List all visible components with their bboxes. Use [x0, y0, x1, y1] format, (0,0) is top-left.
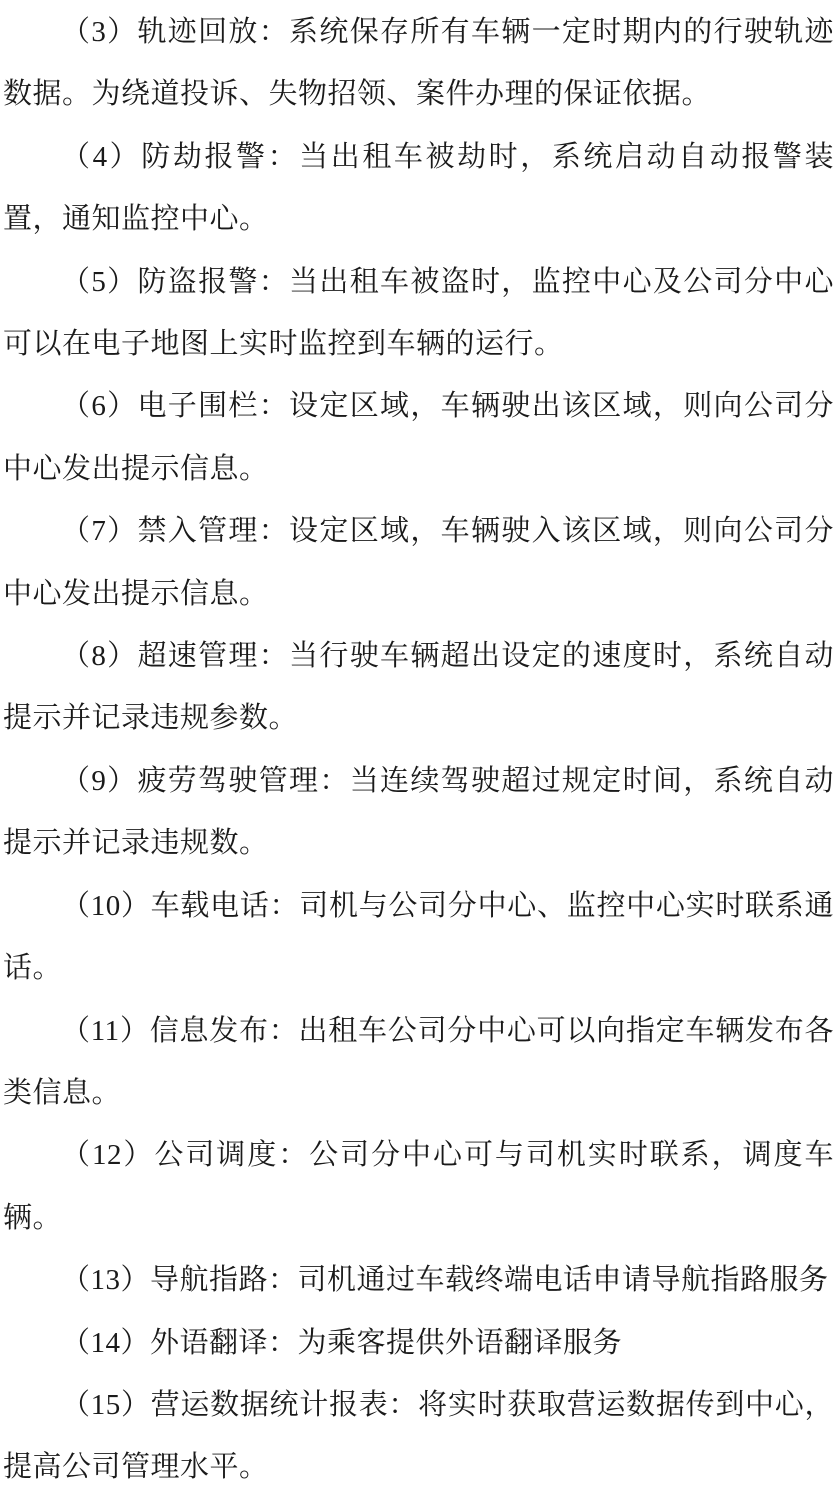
- paragraph-item-3: （3）轨迹回放：系统保存所有车辆一定时期内的行驶轨迹数据。为绕道投诉、失物招领、案件办理的保证依据。: [3, 16, 834, 111]
- paragraph-item-6: （6）电子围栏：设定区域，车辆驶出该区域，则向公司分中心发出提示信息。: [3, 390, 834, 485]
- paragraph-item-15: （15）营运数据统计报表：将实时获取营运数据传到中心，提高公司管理水平。: [3, 1388, 834, 1484]
- paragraph-item-11: （11）信息发布：出租车公司分中心可以向指定车辆发布各类信息。: [3, 1014, 834, 1109]
- paragraph-item-8: （8）超速管理：当行驶车辆超出设定的速度时，系统自动提示并记录违规参数。: [3, 640, 834, 735]
- paragraph-item-13: （13）导航指路：司机通过车载终端电话申请导航指路服务: [61, 1264, 829, 1297]
- paragraph-item-12: （12）公司调度：公司分中心可与司机实时联系，调度车辆。: [3, 1139, 834, 1234]
- paragraph-item-5: （5）防盗报警：当出租车被盗时，监控中心及公司分中心可以在电子地图上实时监控到车辆的运行。: [3, 265, 834, 361]
- paragraph-item-4: （4）防劫报警：当出租车被劫时，系统启动自动报警装置，通知监控中心。: [3, 140, 834, 236]
- paragraph-item-10: （10）车载电话：司机与公司分中心、监控中心实时联系通话。: [3, 889, 834, 985]
- paragraph-item-9: （9）疲劳驾驶管理：当连续驾驶超过规定时间，系统自动提示并记录违规数。: [3, 764, 834, 860]
- paragraph-item-7: （7）禁入管理：设定区域，车辆驶入该区域，则向公司分中心发出提示信息。: [3, 515, 834, 610]
- paragraph-item-14: （14）外语翻译：为乘客提供外语翻译服务: [61, 1326, 623, 1359]
